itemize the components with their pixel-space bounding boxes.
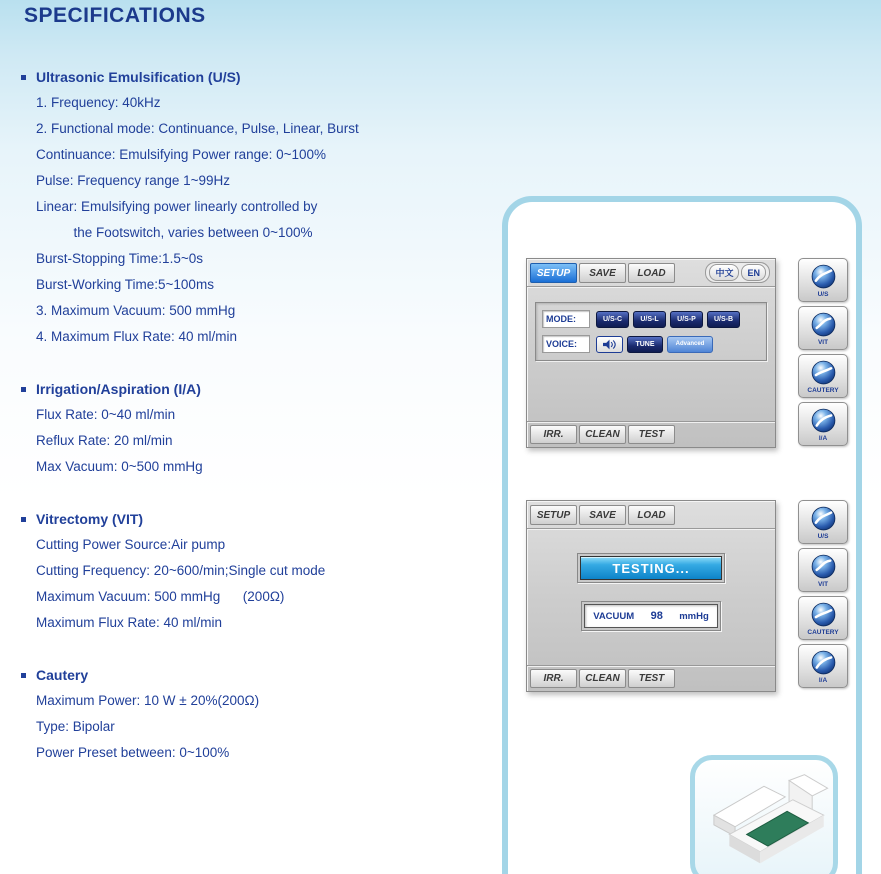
spec-line: 1. Frequency: 40kHz: [36, 95, 161, 110]
cassette-image: [690, 755, 838, 874]
screen1-panel: [526, 258, 776, 448]
screen1-tab-row: [527, 259, 775, 286]
vit-label: VIT: [817, 338, 829, 346]
vacuum-unit: mmHg: [679, 610, 709, 622]
cautery-mode-button[interactable]: [798, 596, 848, 640]
cautery-icon: [810, 601, 837, 628]
spec-section: [0, 662, 500, 766]
vacuum-value: 98: [650, 610, 663, 622]
ia-mode-button[interactable]: [798, 402, 848, 446]
us-c-button[interactable]: U/S-C: [596, 311, 629, 328]
language-toggle: [705, 262, 770, 283]
screen2-mode-icons: [798, 500, 848, 692]
cautery-mode-button[interactable]: [798, 354, 848, 398]
cassette-illustration: [696, 767, 832, 873]
vacuum-label: VACUUM: [593, 610, 635, 622]
ia-icon: [810, 649, 837, 676]
test-tab[interactable]: TEST: [628, 669, 675, 688]
setup-tab[interactable]: SETUP: [530, 505, 577, 525]
speaker-icon: [601, 338, 618, 351]
ia-label: I/A: [818, 434, 828, 442]
spec-section-heading: Cautery: [0, 662, 500, 688]
spec-line: Reflux Rate: 20 ml/min: [36, 433, 173, 448]
speaker-button[interactable]: [596, 336, 623, 353]
device-screen-testing: [526, 500, 848, 692]
spec-line: Power Preset between: 0~100%: [36, 745, 230, 760]
us-mode-button[interactable]: [798, 500, 848, 544]
vacuum-display: [584, 604, 718, 628]
test-tab[interactable]: TEST: [628, 425, 675, 444]
clean-tab[interactable]: CLEAN: [579, 669, 626, 688]
english-language-button[interactable]: EN: [741, 264, 766, 281]
ia-label: I/A: [818, 676, 828, 684]
device-panel-frame: [502, 196, 862, 874]
voice-label: VOICE:: [542, 335, 590, 353]
load-tab[interactable]: LOAD: [628, 263, 675, 283]
cautery-label: CAUTERY: [807, 386, 839, 394]
spec-line: Cutting Frequency: 20~600/min;Single cut mode: [36, 563, 326, 578]
clean-tab[interactable]: CLEAN: [579, 425, 626, 444]
spec-line: Burst-Working Time:5~100ms: [36, 277, 214, 292]
us-label: U/S: [817, 532, 829, 540]
chinese-language-button[interactable]: 中文: [709, 264, 739, 281]
spec-section-heading: Vitrectomy (VIT): [0, 506, 500, 532]
spec-section: [0, 506, 500, 636]
load-tab[interactable]: LOAD: [628, 505, 675, 525]
cautery-icon: [810, 359, 837, 386]
testing-display: TESTING...: [580, 556, 722, 580]
irr-tab[interactable]: IRR.: [530, 425, 577, 444]
spec-line: Type: Bipolar: [36, 719, 115, 734]
spec-line: Maximum Vacuum: 500 mmHg (200Ω): [36, 589, 285, 604]
vit-mode-button[interactable]: [798, 306, 848, 350]
divider: [527, 528, 775, 530]
irr-tab[interactable]: IRR.: [530, 669, 577, 688]
spec-line: Continuance: Emulsifying Power range: 0~100%: [36, 147, 327, 162]
us-icon: [810, 505, 837, 532]
mode-voice-box: [535, 302, 767, 361]
spec-line: 3. Maximum Vacuum: 500 mmHg: [36, 303, 236, 318]
us-icon: [810, 263, 837, 290]
spec-line: Maximum Flux Rate: 40 ml/min: [36, 615, 223, 630]
spec-line: Maximum Power: 10 W ± 20%(200Ω): [36, 693, 260, 708]
page-title: SPECIFICATIONS: [24, 4, 206, 27]
spec-line: Linear: Emulsifying power linearly controlled by: [36, 199, 318, 214]
us-p-button[interactable]: U/S-P: [670, 311, 703, 328]
vacuum-display-frame: [581, 601, 721, 631]
spec-line: Max Vacuum: 0~500 mmHg: [36, 459, 203, 474]
us-mode-button[interactable]: [798, 258, 848, 302]
voice-row: [542, 335, 760, 353]
spec-section: [0, 64, 500, 350]
screen2-tab-row: [527, 501, 775, 528]
us-b-button[interactable]: U/S-B: [707, 311, 740, 328]
screen2-panel: [526, 500, 776, 692]
mode-label: MODE:: [542, 310, 590, 328]
device-screen-setup: [526, 258, 848, 448]
spec-line: Flux Rate: 0~40 ml/min: [36, 407, 176, 422]
screen1-bottom-row: [527, 421, 775, 447]
spec-line: 4. Maximum Flux Rate: 40 ml/min: [36, 329, 238, 344]
ia-icon: [810, 407, 837, 434]
tune-button[interactable]: TUNE: [627, 336, 663, 353]
vit-icon: [810, 311, 837, 338]
specs-column: [0, 64, 500, 792]
vit-label: VIT: [817, 580, 829, 588]
us-label: U/S: [817, 290, 829, 298]
vit-mode-button[interactable]: [798, 548, 848, 592]
spec-section-heading: Irrigation/Aspiration (I/A): [0, 376, 500, 402]
cautery-label: CAUTERY: [807, 628, 839, 636]
testing-display-frame: [577, 553, 725, 583]
advanced-button[interactable]: Advanced: [667, 336, 713, 353]
mode-row: [542, 310, 760, 328]
us-l-button[interactable]: U/S-L: [633, 311, 666, 328]
setup-tab[interactable]: SETUP: [530, 263, 577, 283]
vit-icon: [810, 553, 837, 580]
spec-line: the Footswitch, varies between 0~100%: [36, 225, 313, 240]
save-tab[interactable]: SAVE: [579, 263, 626, 283]
screen1-mode-icons: [798, 258, 848, 448]
divider: [527, 286, 775, 288]
ia-mode-button[interactable]: [798, 644, 848, 688]
spec-line: 2. Functional mode: Continuance, Pulse, Linear, Burst: [36, 121, 359, 136]
spec-section-heading: Ultrasonic Emulsification (U/S): [0, 64, 500, 90]
spec-line: Pulse: Frequency range 1~99Hz: [36, 173, 230, 188]
save-tab[interactable]: SAVE: [579, 505, 626, 525]
spec-line: Cutting Power Source:Air pump: [36, 537, 226, 552]
spec-section: [0, 376, 500, 480]
spec-line: Burst-Stopping Time:1.5~0s: [36, 251, 203, 266]
screen2-bottom-row: [527, 665, 775, 691]
